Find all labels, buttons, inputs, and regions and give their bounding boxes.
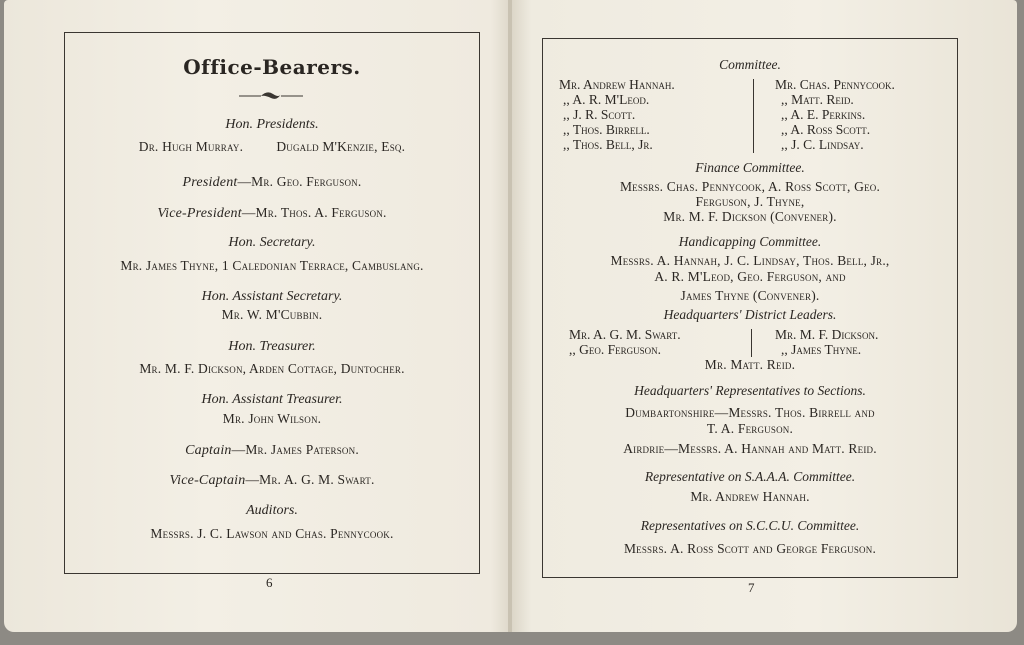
sccu-heading: Representatives on S.C.C.U. Committee.	[640, 518, 860, 533]
list-item: ,, A. R. M'Leod.	[563, 92, 650, 107]
list-item: ,, J. C. Lindsay.	[781, 137, 864, 152]
district-left-list	[569, 327, 681, 357]
vice-president-label: Vice-President	[157, 206, 242, 221]
list-item: Mr. M. F. Dickson.	[775, 327, 879, 342]
list-item: ,, A. E. Perkins.	[781, 107, 866, 122]
vice-captain-line	[65, 472, 479, 489]
list-item: ,, J. R. Scott.	[563, 107, 636, 122]
reps-line: Dumbartonshire—Messrs. Thos. Birrell and	[625, 405, 875, 420]
handicapping-heading: Handicapping Committee.	[678, 234, 822, 249]
list-item: ,, James Thyne.	[781, 342, 862, 357]
finance-line: Messrs. Chas. Pennycook, A. Ross Scott, Geo.	[619, 179, 881, 194]
hon-treasurer-value: Mr. M. F. Dickson, Arden Cottage, Duntocher.	[139, 361, 405, 376]
auditors-heading: Auditors.	[246, 503, 298, 518]
hon-secretary-heading: Hon. Secretary.	[228, 235, 316, 250]
saaa-heading: Representative on S.A.A.A. Committee.	[644, 469, 856, 484]
handicapping-lines	[543, 253, 957, 304]
hon-president-1: Dr. Hugh Murray.	[138, 139, 244, 154]
president-value: —Mr. Geo. Ferguson.	[237, 174, 362, 189]
hon-asst-treasurer-heading: Hon. Assistant Treasurer.	[201, 392, 343, 407]
hon-asst-treasurer-value: Mr. John Wilson.	[222, 411, 322, 426]
hon-presidents-line	[65, 139, 479, 155]
president-label: President	[182, 175, 238, 190]
finance-line: Mr. M. F. Dickson (Convener).	[663, 209, 837, 224]
page-title: Office-Bearers.	[183, 55, 361, 79]
hon-asst-secretary-heading: Hon. Assistant Secretary.	[201, 289, 343, 304]
vice-captain-label: Vice-Captain	[169, 473, 246, 488]
hon-treasurer-heading: Hon. Treasurer.	[228, 339, 316, 354]
reps-line: T. A. Ferguson.	[706, 421, 794, 436]
district-heading: Headquarters' District Leaders.	[663, 307, 837, 322]
list-item: ,, Thos. Birrell.	[563, 122, 650, 137]
committee-heading: Committee.	[719, 57, 781, 72]
ornament-icon	[239, 89, 303, 103]
right-page-frame	[542, 38, 958, 578]
vice-captain-value: —Mr. A. G. M. Swart.	[245, 472, 375, 487]
hon-president-2: Dugald M'Kenzie, Esq.	[276, 139, 406, 154]
vice-president-line	[65, 205, 479, 222]
district-right-list	[775, 327, 878, 357]
reps-lines	[543, 405, 957, 457]
auditors-value: Messrs. J. C. Lawson and Chas. Pennycook.	[150, 526, 394, 541]
list-item: Mr. Chas. Pennycook.	[775, 77, 895, 92]
saaa-value: Mr. Andrew Hannah.	[690, 489, 810, 504]
president-line	[65, 174, 479, 191]
list-item: ,, Geo. Ferguson.	[569, 342, 662, 357]
column-divider	[753, 79, 754, 153]
finance-line: Ferguson, J. Thyne,	[695, 194, 805, 209]
list-item: ,, A. Ross Scott.	[781, 122, 871, 137]
captain-line	[65, 442, 479, 459]
page-number: 6	[266, 575, 273, 590]
finance-lines	[543, 179, 957, 224]
handicapping-line: James Thyne (Convener).	[680, 288, 820, 303]
reps-heading: Headquarters' Representatives to Sections.	[634, 383, 866, 398]
committee-left-list	[559, 77, 675, 152]
reps-line: Airdrie—Messrs. A. Hannah and Matt. Reid.	[623, 441, 877, 456]
hon-asst-secretary-value: Mr. W. M'Cubbin.	[221, 307, 323, 322]
captain-label: Captain	[185, 443, 232, 458]
book-gutter	[508, 0, 512, 632]
list-item: ,, Matt. Reid.	[781, 92, 854, 107]
list-item: ,, Thos. Bell, Jr.	[563, 137, 653, 152]
district-last: Mr. Matt. Reid.	[704, 357, 796, 372]
handicapping-line: Messrs. A. Hannah, J. C. Lindsay, Thos. Bell, Jr.,	[610, 253, 890, 268]
left-page-frame	[64, 32, 480, 574]
list-item: Mr. A. G. M. Swart.	[569, 327, 681, 342]
hon-secretary-value: Mr. James Thyne, 1 Caledonian Terrace, Cambuslang.	[120, 258, 424, 273]
sccu-value: Messrs. A. Ross Scott and George Ferguson.	[623, 541, 877, 556]
vice-president-value: —Mr. Thos. A. Ferguson.	[241, 205, 387, 220]
hon-presidents-heading: Hon. Presidents.	[225, 117, 319, 132]
committee-right-list	[775, 77, 895, 152]
page-number: 7	[748, 580, 755, 595]
finance-heading: Finance Committee.	[695, 160, 805, 175]
column-divider	[751, 329, 752, 357]
captain-value: —Mr. James Paterson.	[231, 442, 359, 457]
handicapping-line: A. R. M'Leod, Geo. Ferguson, and	[654, 269, 846, 284]
list-item: Mr. Andrew Hannah.	[559, 77, 675, 92]
